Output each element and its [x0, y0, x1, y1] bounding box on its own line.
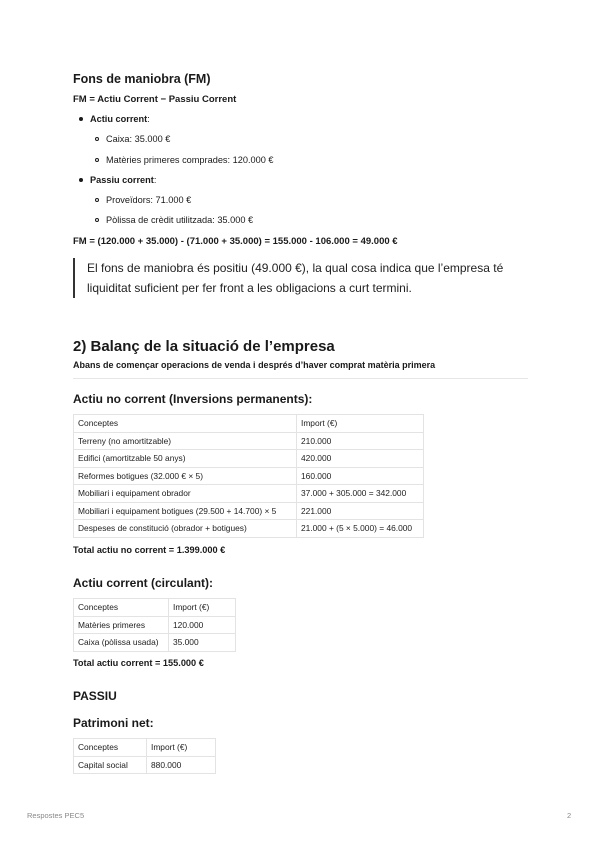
passiu-heading: PASSIU — [73, 689, 117, 703]
actiu-no-corrent-total: Total actiu no corrent = 1.399.000 € — [73, 545, 226, 555]
list-item-actiu-corrent: Actiu corrent: — [79, 114, 150, 124]
divider — [73, 378, 528, 379]
bullet-icon — [79, 178, 83, 182]
list-item-label: Actiu corrent — [90, 114, 148, 124]
actiu-corrent-heading: Actiu corrent (circulant): — [73, 576, 214, 590]
table-header-cell: Import (€) — [169, 599, 236, 617]
bullet-circle-icon — [95, 198, 99, 202]
balance-heading: 2) Balanç de la situació de l’empresa — [73, 338, 335, 355]
table-cell: 37.000 + 305.000 = 342.000 — [297, 485, 424, 503]
table-row — [74, 450, 424, 468]
table-cell: 120.000 — [169, 616, 236, 634]
fm-heading: Fons de maniobra (FM) — [73, 72, 211, 86]
list-item: Caixa: 35.000 € — [95, 134, 170, 144]
table-row — [74, 616, 236, 634]
footer-label: Respostes PEC5 — [27, 811, 85, 820]
table-header-cell: Conceptes — [74, 739, 147, 757]
table-cell: Reformes botigues (32.000 € × 5) — [74, 467, 297, 485]
table-header-row — [74, 599, 236, 617]
table-row — [74, 520, 424, 538]
balance-subtitle: Abans de començar operacions de venda i després d’haver comprat matèria primera — [73, 360, 436, 370]
fm-calculation: FM = (120.000 + 35.000) - (71.000 + 35.000) = 155.000 - 106.000 = 49.000 € — [73, 236, 398, 247]
bullet-circle-icon — [95, 137, 99, 141]
table-row — [74, 485, 424, 503]
actiu-corrent-total: Total actiu corrent = 155.000 € — [73, 658, 204, 668]
table-row — [74, 502, 424, 520]
bullet-icon — [79, 117, 83, 121]
list-item: Matèries primeres comprades: 120.000 € — [95, 155, 274, 165]
patrimoni-net-heading: Patrimoni net: — [73, 716, 154, 730]
list-item-label: Passiu corrent — [90, 175, 154, 185]
page-number: 2 — [567, 811, 572, 820]
table-cell: Matèries primeres — [74, 616, 169, 634]
table-cell: 160.000 — [297, 467, 424, 485]
table-cell: Edifici (amortitzable 50 anys) — [74, 450, 297, 468]
table-row — [74, 756, 216, 774]
table-cell: Terreny (no amortitzable) — [74, 432, 297, 450]
table-cell: Mobiliari i equipament botigues (29.500 + 14.700) × 5 — [74, 502, 297, 520]
bullet-circle-icon — [95, 158, 99, 162]
table-cell: Despeses de constitució (obrador + botigues) — [74, 520, 297, 538]
table-cell: Caixa (pòlissa usada) — [74, 634, 169, 652]
fm-conclusion-quote: El fons de maniobra és positiu (49.000 €), la qual cosa indica que l’empresa té liquiditat suficient per fer front a les obligacions a curt termini. — [73, 258, 528, 298]
table-cell: 880.000 — [147, 756, 216, 774]
table-cell: Capital social — [74, 756, 147, 774]
table-header-cell: Conceptes — [74, 415, 297, 433]
table-header-cell: Import (€) — [297, 415, 424, 433]
table-header-cell: Import (€) — [147, 739, 216, 757]
list-item: Pòlissa de crèdit utilitzada: 35.000 € — [95, 215, 253, 225]
patrimoni-net-table — [73, 738, 216, 774]
table-cell: Mobiliari i equipament obrador — [74, 485, 297, 503]
table-header-cell: Conceptes — [74, 599, 169, 617]
table-row — [74, 467, 424, 485]
actiu-corrent-table — [73, 598, 236, 652]
table-header-row — [74, 739, 216, 757]
table-cell: 210.000 — [297, 432, 424, 450]
table-row — [74, 634, 236, 652]
actiu-no-corrent-table — [73, 414, 424, 538]
fm-formula: FM = Actiu Corrent − Passiu Corrent — [73, 94, 237, 105]
table-cell: 35.000 — [169, 634, 236, 652]
list-item-passiu-corrent: Passiu corrent: — [79, 175, 156, 185]
table-cell: 221.000 — [297, 502, 424, 520]
bullet-circle-icon — [95, 218, 99, 222]
table-row — [74, 432, 424, 450]
table-header-row — [74, 415, 424, 433]
list-item: Proveïdors: 71.000 € — [95, 195, 191, 205]
actiu-no-corrent-heading: Actiu no corrent (Inversions permanents): — [73, 392, 313, 406]
table-cell: 21.000 + (5 × 5.000) = 46.000 — [297, 520, 424, 538]
table-cell: 420.000 — [297, 450, 424, 468]
